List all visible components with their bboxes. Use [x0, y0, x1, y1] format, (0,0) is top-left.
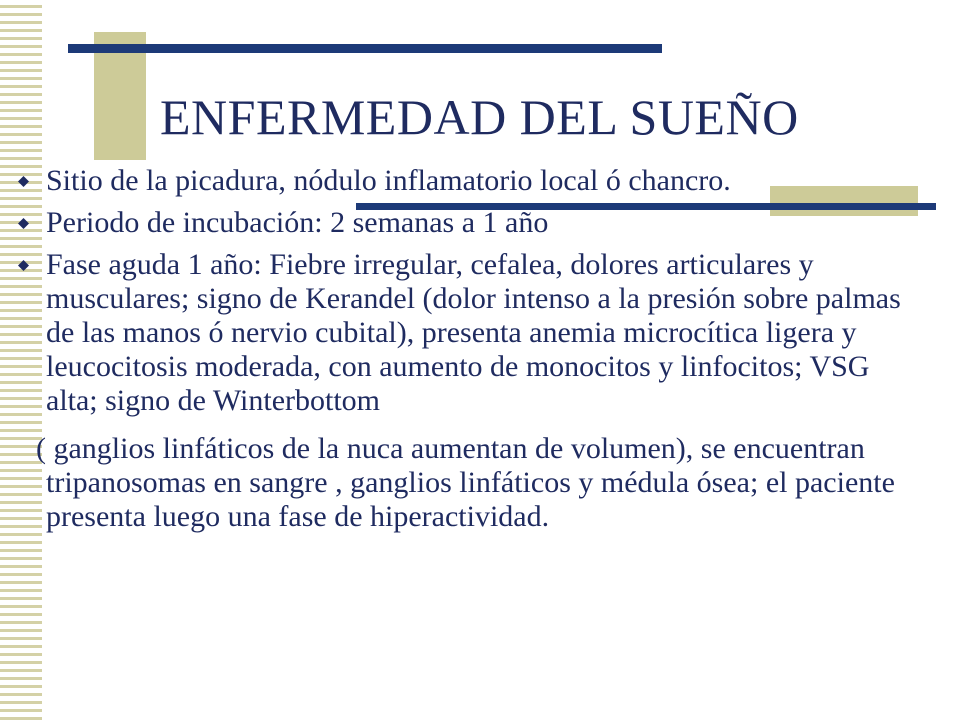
continuation-paragraph: ( ganglios linfáticos de la nuca aumentan de volumen), se encuentran tripanosomas en sangre , ganglios linfáticos y médula ósea; el paciente presenta luego una fase de hiperactividad.: [36, 432, 895, 533]
bullet-text: Sitio de la picadura, nódulo inflamatorio local ó chancro.: [46, 164, 731, 197]
top-bar-decoration: [68, 44, 662, 53]
bullet-text: Fase aguda 1 año: Fiebre irregular, cefalea, dolores articulares y musculares; signo de Kerandel (dolor intenso a la presión sobre palmas de las manos ó nervio cubital), presenta anemia microcítica ligera y leucocitosis moderada, con aumento de monocitos y linfocitos; VSG alta; signo de Winterbottom: [46, 248, 901, 417]
bullet-item: [16, 248, 906, 418]
diamond-bullet-icon: [18, 260, 29, 271]
bullet-item: [16, 164, 906, 198]
bullet-item: [16, 206, 906, 240]
bullet-text: Periodo de incubación: 2 semanas a 1 año: [46, 206, 549, 239]
diamond-bullet-icon: [18, 176, 29, 187]
diamond-bullet-icon: [18, 218, 29, 229]
slide-content: [16, 164, 906, 534]
bullet-list: [16, 164, 906, 418]
slide-title: ENFERMEDAD DEL SUEÑO: [160, 89, 799, 145]
